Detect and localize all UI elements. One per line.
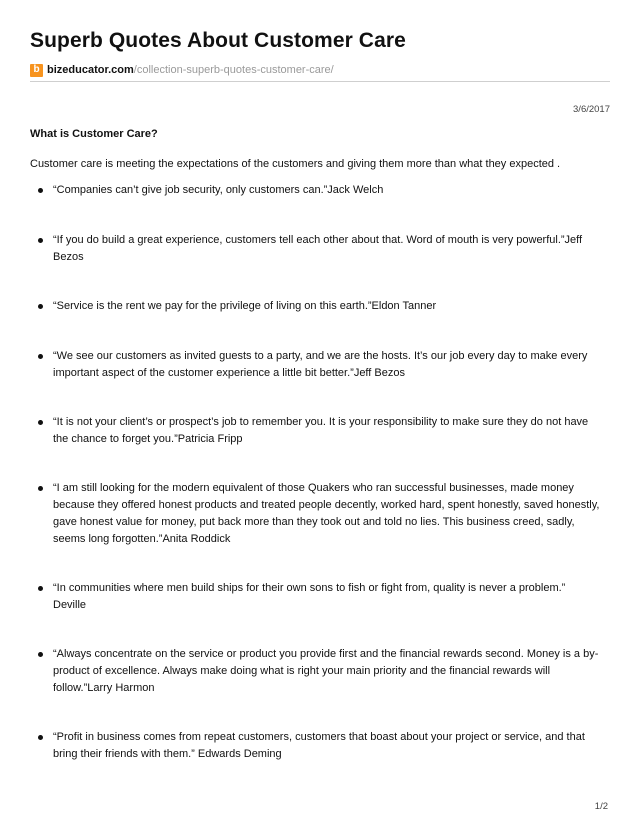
quote-text: “If you do build a great experience, customers tell each other about that. Word of mouth is very powerful.”Jeff Bezos bbox=[53, 234, 583, 263]
quote-list bbox=[30, 182, 610, 763]
list-item bbox=[30, 348, 610, 382]
bullet-icon bbox=[38, 304, 43, 309]
list-item bbox=[30, 182, 610, 199]
header-divider bbox=[30, 81, 610, 82]
source-path[interactable]: /collection-superb-quotes-customer-care/ bbox=[133, 64, 334, 76]
quote-text: “It is not your client’s or prospect’s job to remember you. It is your responsibility to make sure they do not have the chance to forget you.”Patricia Fripp bbox=[53, 416, 589, 445]
bullet-icon bbox=[38, 586, 43, 591]
list-item bbox=[30, 646, 610, 697]
list-item bbox=[30, 480, 610, 548]
bullet-icon bbox=[38, 486, 43, 491]
quote-text: “Companies can’t give job security, only customers can.”Jack Welch bbox=[53, 184, 384, 196]
section-heading: What is Customer Care? bbox=[30, 128, 158, 140]
quote-text: “We see our customers as invited guests to a party, and we are the hosts. It’s our job every day to make every important aspect of the customer experience a little bit better.”Jeff Bezos bbox=[53, 350, 588, 379]
document-title: Superb Quotes About Customer Care bbox=[30, 29, 406, 52]
bullet-icon bbox=[38, 238, 43, 243]
quote-text: “Always concentrate on the service or product you provide first and the financial rewards second. Money is a by-product of excellence. Always make doing what is right your main priority and the financial rewards will follow.”Larry Harmon bbox=[53, 648, 599, 694]
quote-text: “In communities where men build ships for their own sons to fish or fight from, quality is never a problem.” Deville bbox=[53, 582, 566, 611]
bullet-icon bbox=[38, 188, 43, 193]
source-domain[interactable]: bizeducator.com bbox=[47, 64, 134, 76]
page-number: 1/2 bbox=[594, 801, 608, 812]
site-favicon-icon: b bbox=[30, 64, 43, 77]
document-date: 3/6/2017 bbox=[573, 104, 610, 115]
quote-text: “Service is the rent we pay for the privilege of living on this earth.”Eldon Tanner bbox=[53, 300, 437, 312]
list-item bbox=[30, 580, 610, 614]
quote-text: “I am still looking for the modern equivalent of those Quakers who ran successful businesses, made money because they offered honest products and treated people decently, worked hard, spent honestly, saved honestly, gave honest value for money, put back more than they took out and told no lies. This business creed, sadly, seems long forgotten.”Anita Roddick bbox=[53, 482, 600, 545]
bullet-icon bbox=[38, 354, 43, 359]
list-item bbox=[30, 414, 610, 448]
list-item bbox=[30, 232, 610, 266]
source-line bbox=[30, 63, 610, 77]
bullet-icon bbox=[38, 652, 43, 657]
bullet-icon bbox=[38, 735, 43, 740]
bullet-icon bbox=[38, 420, 43, 425]
list-item bbox=[30, 298, 610, 315]
quote-text: “Profit in business comes from repeat customers, customers that boast about your project or service, and that bring their friends with them.” Edwards Deming bbox=[53, 731, 585, 760]
list-item bbox=[30, 729, 610, 763]
document-page bbox=[30, 28, 610, 763]
intro-paragraph: Customer care is meeting the expectations of the customers and giving them more than what they expected . bbox=[30, 158, 561, 170]
